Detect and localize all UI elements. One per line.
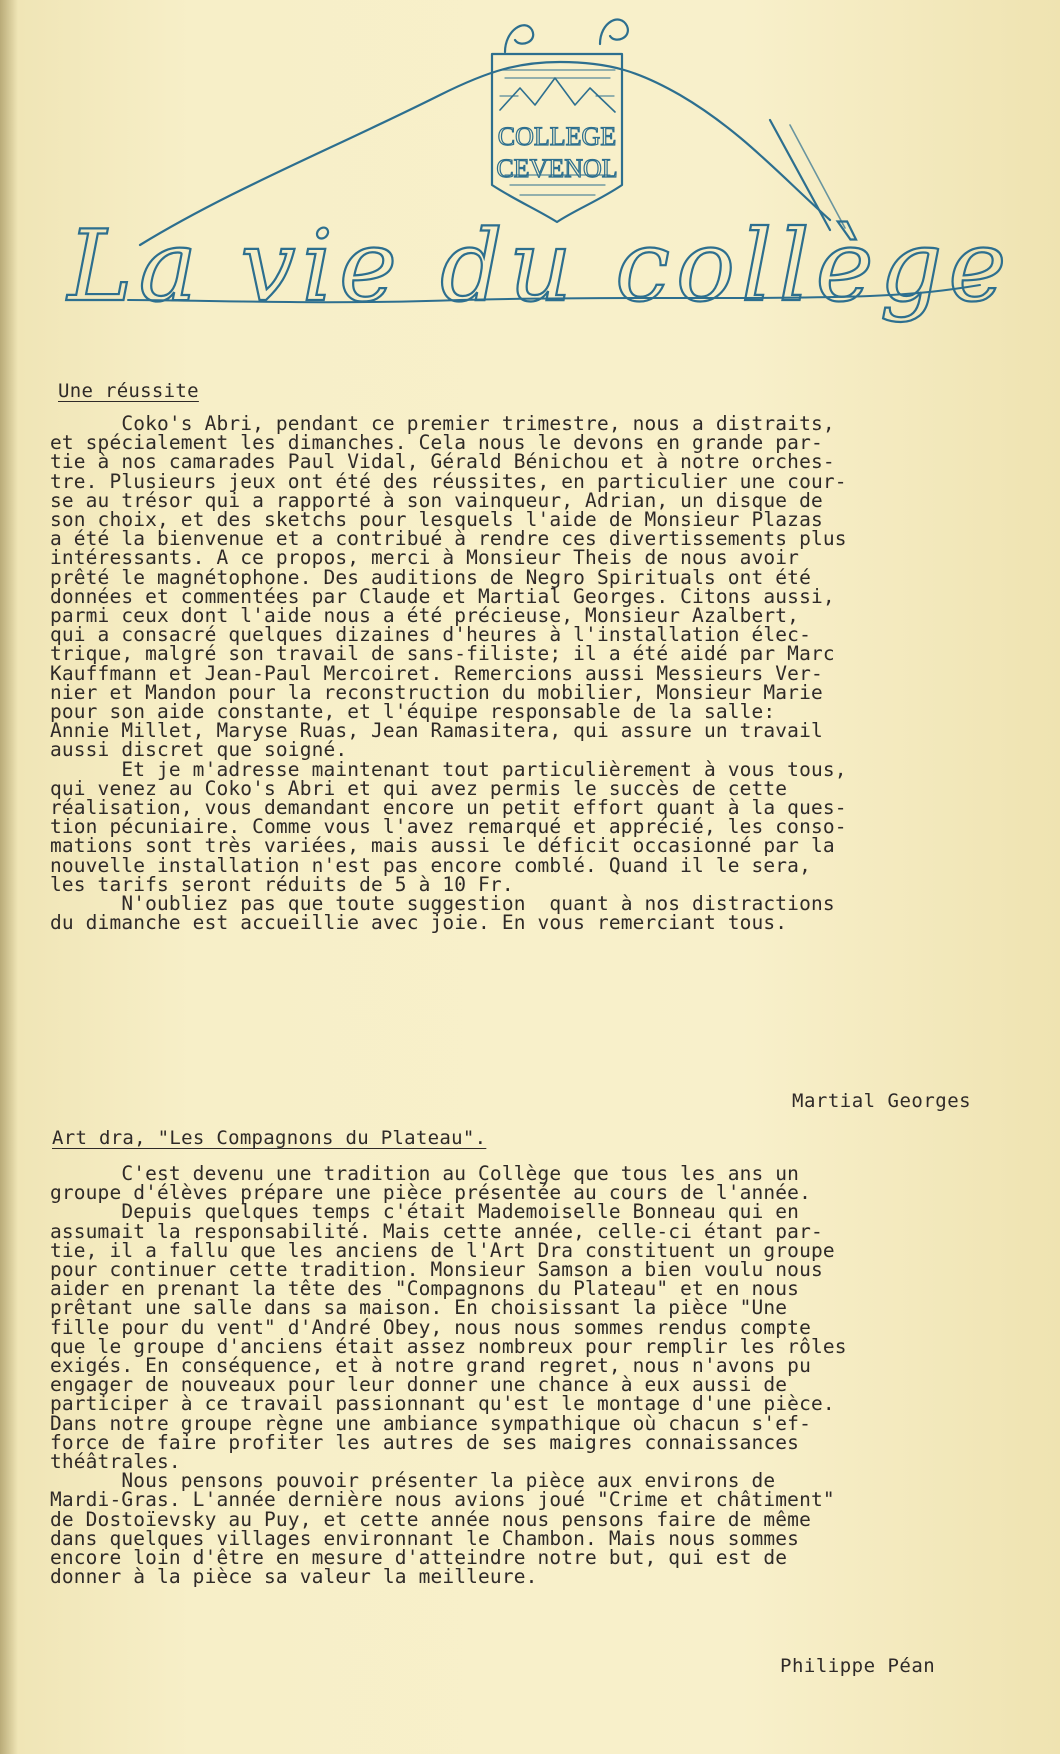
text-line: pour continuer cette tradition. Monsieur Samson a bien voulu nous (50, 1258, 823, 1282)
signature-philippe-pean: Philippe Péan (780, 1655, 936, 1677)
text-line: Et je m'adresse maintenant tout particulièrement à vous tous, (50, 757, 847, 781)
text-line: se au trésor qui a rapporté à son vainqueur, Adrian, un disque de (50, 488, 823, 512)
text-line: mations sont très variées, mais aussi le déficit occasionné par la (50, 834, 835, 858)
text-line: aussi discret que soigné. (50, 738, 348, 762)
text-line: tion pécuniaire. Comme vous l'avez remarqué et apprécié, les conso- (50, 815, 847, 839)
text-line: parmi ceux dont l'aide nous a été précieuse, Monsieur Azalbert, (50, 604, 800, 628)
text-line: dans quelques villages environnant le Chambon. Mais nous sommes (50, 1526, 800, 1550)
text-line: prêté le magnétophone. Des auditions de Negro Spirituals ont été (50, 565, 811, 589)
text-line: tie à nos camarades Paul Vidal, Gérald Bénichou et à notre orches- (50, 450, 835, 474)
signature-martial-georges: Martial Georges (792, 1090, 972, 1112)
text-line: et spécialement les dimanches. Cela nous le devons en grande par- (50, 431, 823, 455)
section2-body (50, 1162, 1040, 1589)
text-line: intéressants. A ce propos, merci à Monsieur Theis de nous avoir (50, 546, 800, 570)
text-line: aider en prenant la tête des "Compagnons du Plateau" et en nous (50, 1277, 800, 1301)
text-line: Annie Millet, Maryse Ruas, Jean Ramasitera, qui assure un travail (50, 719, 823, 743)
crest-text-2: CEVENOL (496, 154, 618, 183)
text-line: son choix, et des sketchs pour lesquels l'aide de Monsieur Plazas (50, 508, 823, 532)
text-line: Coko's Abri, pendant ce premier trimestre, nous a distraits, (50, 412, 835, 435)
left-top-swirl (505, 25, 533, 52)
section-title-art-dra: Art dra, "Les Compagnons du Plateau". (52, 1127, 487, 1149)
text-line: assumait la responsabilité. Mais cette année, celle-ci étant par- (50, 1219, 823, 1243)
text-line: exigés. En conséquence, et à notre grand regret, nous n'avons pu (50, 1354, 811, 1378)
text-line: pour son aide constante, et l'équipe responsable de la salle: (50, 700, 776, 724)
text-line: les tarifs seront réduits de 5 à 10 Fr. (50, 872, 514, 896)
text-line: donner à la pièce sa valeur la meilleure. (50, 1565, 538, 1589)
text-line: Depuis quelques temps c'était Mademoiselle Bonneau qui en (50, 1200, 800, 1224)
header-illustration (0, 0, 1060, 360)
crest-text-1: COLLEGE (497, 122, 617, 151)
text-line: a été la bienvenue et a contribué à rendre ces divertissements plus (50, 527, 847, 551)
text-line: trique, malgré son travail de sans-filiste; il a été aidé par Marc (50, 642, 835, 666)
text-line: réalisation, vous demandant encore un petit effort quant à la ques- (50, 796, 847, 820)
section1-body (50, 412, 1040, 935)
text-line: Dans notre groupe règne une ambiance sympathique où chacun s'ef- (50, 1411, 811, 1435)
header-drawing (0, 0, 1060, 360)
text-line: du dimanche est accueillie avec joie. En vous remerciant tous. (50, 911, 788, 935)
header-title-script: La vie du collège (67, 210, 1013, 324)
crest-mountains (500, 78, 615, 112)
text-line: N'oubliez pas que toute suggestion quant à nos distractions (50, 892, 835, 916)
text-line: qui venez au Coko's Abri et qui avez permis le succès de cette (50, 776, 788, 800)
right-top-swirl (600, 20, 628, 44)
text-line: C'est devenu une tradition au Collège que tous les ans un (50, 1162, 800, 1185)
text-line: fille pour du vent" d'André Obey, nous nous sommes rendus compte (50, 1315, 811, 1339)
text-line: Kauffmann et Jean-Paul Mercoiret. Remercions aussi Messieurs Ver- (50, 661, 823, 685)
text-line: tre. Plusieurs jeux ont été des réussites, en particulier une cour- (50, 469, 847, 493)
text-line: engager de nouveaux pour leur donner une chance à eux aussi de (50, 1373, 788, 1397)
text-line: données et commentées par Claude et Martial Georges. Citons aussi, (50, 584, 835, 608)
text-line: qui a consacré quelques dizaines d'heures à l'installation élec- (50, 623, 811, 647)
text-line: encore loin d'être en mesure d'atteindre notre but, qui est de (50, 1546, 788, 1570)
text-line: prêtant une salle dans sa maison. En choisissant la pièce "Une (50, 1296, 788, 1320)
text-line: groupe d'élèves prépare une pièce présentée au cours de l'année. (50, 1181, 811, 1205)
section-title-une-reussite: Une réussite (58, 380, 199, 402)
text-line: nouvelle installation n'est pas encore comblé. Quand il le sera, (50, 853, 811, 877)
text-line: Nous pensons pouvoir présenter la pièce aux environs de (50, 1469, 776, 1493)
text-line: force de faire profiter les autres de ses maigres connaissances (50, 1430, 800, 1454)
text-line: nier et Mandon pour la reconstruction du mobilier, Monsieur Marie (50, 680, 823, 704)
text-line: que le groupe d'anciens était assez nombreux pour remplir les rôles (50, 1334, 847, 1358)
text-line: tie, il a fallu que les anciens de l'Art Dra constituent un groupe (50, 1238, 835, 1262)
text-line: Mardi-Gras. L'année dernière nous avions joué "Crime et châtiment" (50, 1488, 835, 1512)
text-line: théâtrales. (50, 1450, 181, 1474)
text-line: participer à ce travail passionnant qu'est le montage d'une pièce. (50, 1392, 835, 1416)
text-line: de Dostoïevsky au Puy, et cette année nous pensons faire de même (50, 1507, 811, 1531)
